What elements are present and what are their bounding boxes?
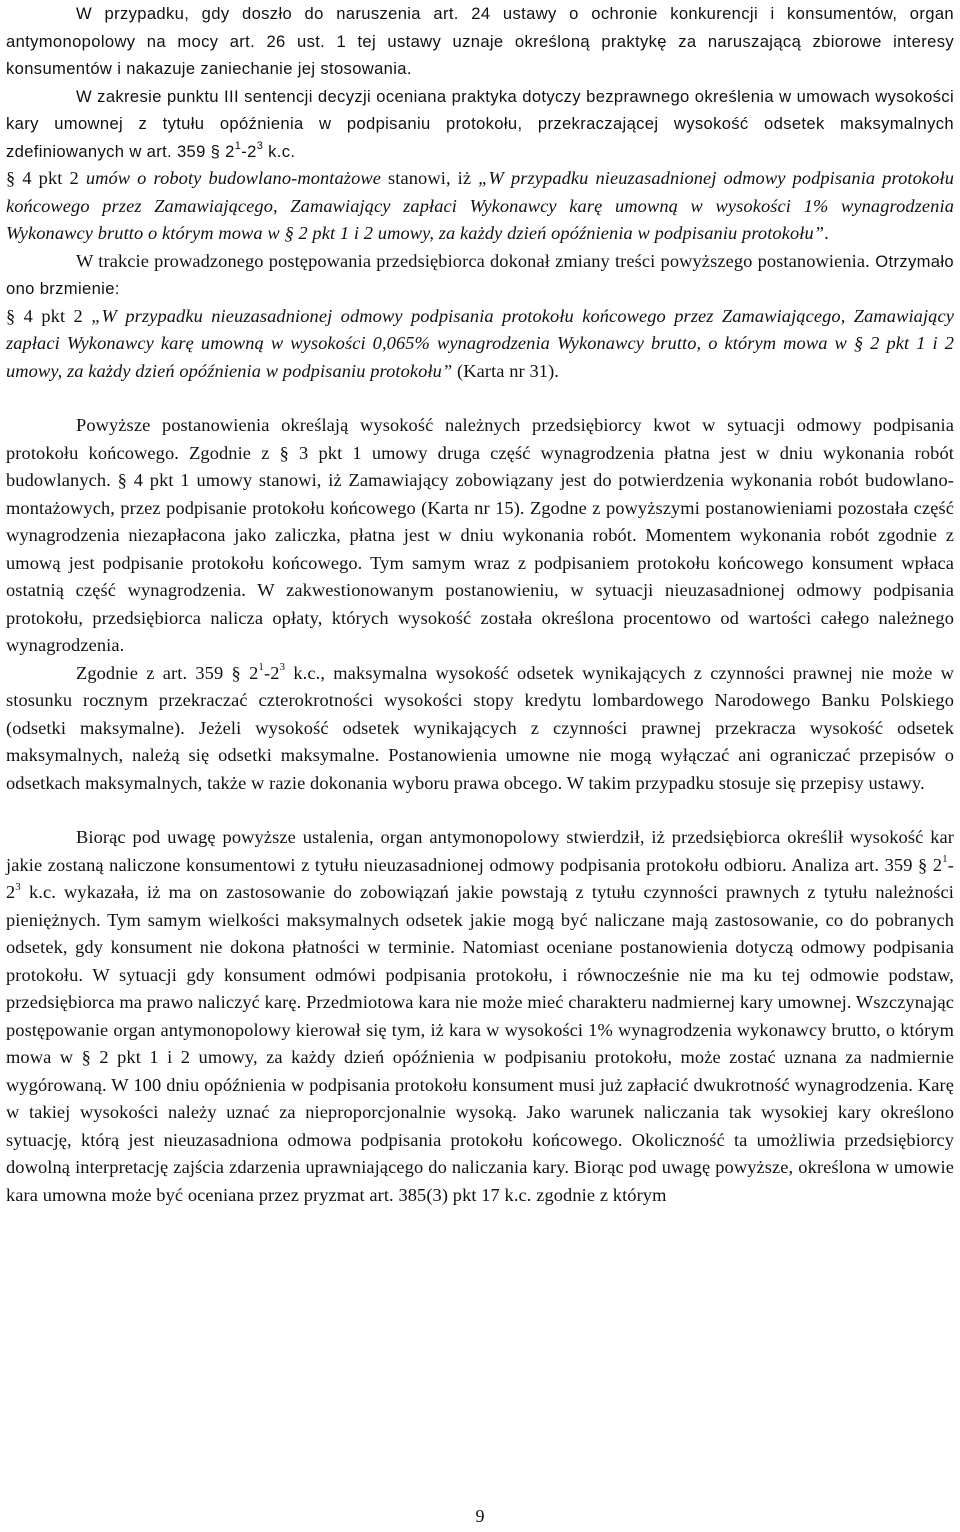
paragraph-3-plain-a: § 4 pkt 2 — [6, 168, 86, 188]
document-page — [6, 0, 954, 1209]
paragraph-8-sup-2: 3 — [15, 880, 21, 893]
paragraph-4-text-b: Otrzymało ono brzmienie: — [6, 251, 954, 298]
paragraph-2-dash: -2 — [241, 141, 257, 161]
paragraph-4 — [6, 248, 954, 303]
paragraph-3-plain-c: . — [824, 223, 829, 243]
paragraph-5-plain-a: § 4 pkt 2 — [6, 305, 92, 326]
paragraph-3-italic-b: „W przypadku nieuzasadnionej odmowy podpisania protokołu końcowego przez Zamawiającego, Zamawiający zapłaci Wykonawcy karę umowną w wysokości 1% wynagrodzenia Wykonawcy brutto o którym mowa w § 2 pkt 1 i 2 umowy, za każdy dzień opóźnienia w podpisaniu protokołu” — [6, 168, 954, 243]
paragraph-3 — [6, 165, 954, 248]
paragraph-7-sup-2: 3 — [279, 661, 286, 674]
paragraph-2-text-a: W zakresie punktu III sentencji decyzji oceniana praktyka dotyczy bezprawnego określenia w umowach wysokości kary umownej z tytułu opóźnienia w podpisaniu protokołu, przekraczającej wysokość odsetek maksymalnych zdefiniowanych w art. 359 § 2 — [6, 86, 954, 161]
paragraph-8-dash: -2 — [6, 854, 954, 902]
paragraph-7-sup-1: 1 — [258, 661, 264, 674]
paragraph-7 — [6, 660, 954, 798]
paragraph-8 — [6, 824, 954, 1209]
paragraph-7-text-a: Zgodnie z art. 359 § 2 — [76, 662, 259, 683]
paragraph-8-sup-1: 1 — [942, 853, 948, 866]
paragraph-5-italic-a: „W przypadku nieuzasadnionej odmowy podpisania protokołu końcowego przez Zamawiającego, Zamawiający zapłaci Wykonawcy karę umowną w wysokości 0,065% wynagrodzenia Wykonawcy brutto, o którym mowa w § 2 pkt 1 i 2 umowy, za każdy dzień opóźnienia w podpisaniu protokołu” — [6, 305, 955, 381]
paragraph-3-italic-a: umów o roboty budowlano-montażowe — [85, 168, 381, 188]
paragraph-1: W przypadku, gdy doszło do naruszenia art. 24 ustawy o ochronie konkurencji i konsumentów, organ antymonopolowy na mocy art. 26 ust. 1 tej ustawy uznaje określoną praktykę za naruszającą zbiorowe interesy konsumentów i nakazuje zaniechanie jej stosowania. — [6, 4, 954, 78]
paragraph-8-text-b: k.c. wykazała, iż ma on zastosowanie do zobowiązań jakie powstają z tytułu czynności prawnych z tytułu należności pieniężnych. Tym samym wielkości maksymalnych odsetek jakie mogą być naliczane mają zastosowanie, co do pobranych odsetek, gdy konsument nie dokona płatności w terminie. Natomiast oceniane postanowienia dotyczą odmowy podpisania protokołu. W sytuacji gdy konsument odmówi podpisania protokołu, i równocześnie nie ma ku tej odmowie podstaw, przedsiębiorca ma prawo naliczyć karę. Przedmiotowa kara nie może mieć charakteru nadmiernej kary umownej. Wszczynając postępowanie organ antymonopolowy kierował się tym, iż kara w wysokości 1% wynagrodzenia wykonawcy brutto, o którym mowa w § 2 pkt 1 i 2 umowy, za każdy dzień opóźnienia w podpisaniu protokołu, może zostać uznana za nadmiernie wygórowaną. W 100 dniu opóźnienia w podpisania protokołu konsument musi już zapłacić dwukrotność wynagrodzenia. Karę w takiej wysokości należy uznać za nieproporcjonalnie wysoką. Jako warunek naliczania tak wysokiej kary określono sytuację, którą jest nieuzasadniona odmowa podpisania protokołu końcowego. Okoliczność ta umożliwia przedsiębiorcy dowolną interpretację zajścia zdarzenia uprawniającego do naliczania kary. Biorąc pod uwagę powyższe, określona w umowie kara umowna może być oceniana przez pryzmat art. 385(3) pkt 17 k.c. zgodnie z którym — [6, 882, 954, 1205]
paragraph-2-sup-2: 3 — [256, 139, 264, 152]
paragraph-3-plain-b: stanowi, iż — [381, 168, 479, 188]
paragraph-5 — [6, 303, 954, 386]
paragraph-2-text-b: k.c. — [263, 141, 296, 161]
paragraph-6: Powyższe postanowienia określają wysokość należnych przedsiębiorcy kwot w sytuacji odmowy podpisania protokołu końcowego. Zgodnie z § 3 pkt 1 umowy druga część wynagrodzenia płatna jest w dniu wykonania robót budowlanych. § 4 pkt 1 umowy stanowi, iż Zamawiający zobowiązany jest do potwierdzenia wykonania robót budowlano-montażowych, przez podpisanie protokołu końcowego (Karta nr 15). Zgodne z powyższymi postanowieniami pozostała część wynagrodzenia niezapłacona jako zaliczka, płatna jest w dniu wykonania robót. Momentem wykonania robót zgodnie z umową jest podpisanie protokołu końcowego. Tym samym wraz z podpisaniem protokołu końcowego konsument wpłaca ostatnią część wynagrodzenia. W zakwestionowanym postanowieniu, w sytuacji nieuzasadnionej odmowy podpisania protokołu, przedsiębiorca nalicza opłaty, których wysokość została określona procentowo od wartości całego należnego wynagrodzenia. — [6, 415, 954, 655]
paragraph-4-text-a: W trakcie prowadzonego postępowania przedsiębiorca dokonał zmiany treści powyższego postanowienia. — [76, 250, 870, 271]
paragraph-8-text-a: Biorąc pod uwagę powyższe ustalenia, organ antymonopolowy stwierdził, iż przedsiębiorca określił wysokość kar jakie zostaną naliczone konsumentowi z tytułu nieuzasadnionej odmowy podpisania protokołu odbioru. Analiza art. 359 § 2 — [6, 827, 954, 875]
paragraph-7-dash: -2 — [263, 662, 280, 683]
page-number: 9 — [475, 1506, 485, 1526]
paragraph-5-plain-b: (Karta nr 31). — [452, 360, 559, 381]
paragraph-2-sup-1: 1 — [234, 139, 242, 152]
paragraph-7-text-b: k.c., maksymalna wysokość odsetek wynikających z czynności prawnej nie może w stosunku rocznym przekraczać czterokrotności wysokości stopy kredytu lombardowego Narodowego Banku Polskiego (odsetki maksymalne). Jeżeli wysokość odsetek wynikających z czynności prawnej przekracza wysokość odsetek maksymalnych, należą się odsetki maksymalne. Postanowienia umowne nie mogą wyłączać ani ograniczać przepisów o odsetkach maksymalnych, także w razie dokonania wyboru prawa obcego. W takim przypadku stosuje się przepisy ustawy. — [6, 662, 955, 793]
paragraph-2 — [6, 83, 954, 166]
